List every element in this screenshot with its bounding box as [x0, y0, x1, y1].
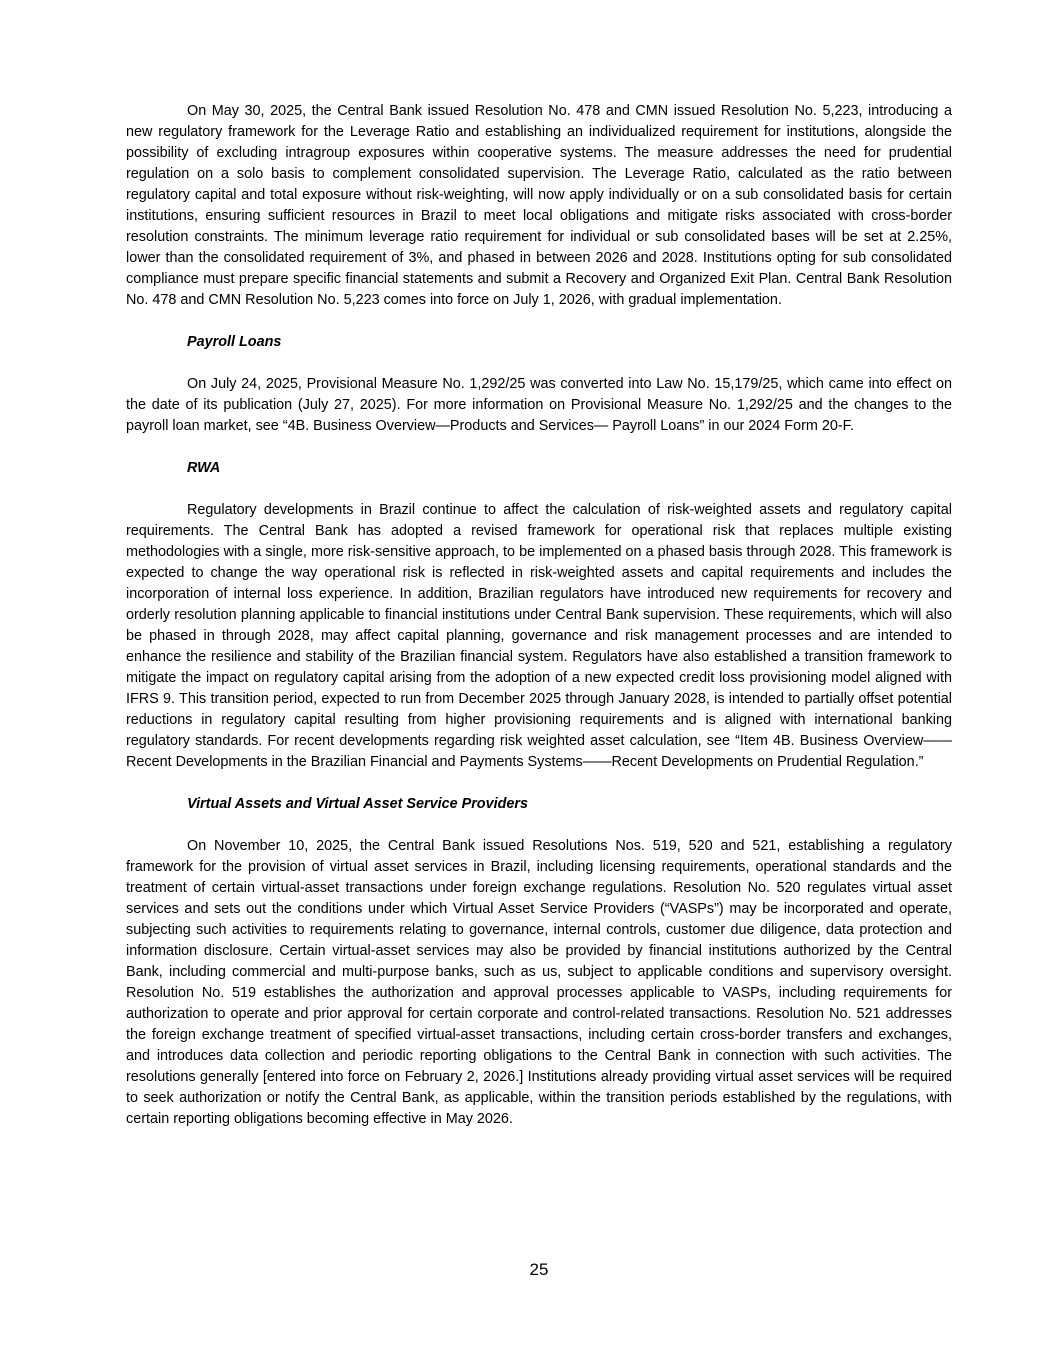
payroll-loans-paragraph: On July 24, 2025, Provisional Measure No. 1,292/25 was converted into Law No. 15,179/25, which came into effect on the date of its publication (July 27, 2025). For more information on Provisional Measure No. 1,292/25 and the changes to the payroll loan market, see “4B. Business Overview—Products and Services— Payroll Loans” in our 2024 Form 20-F.	[126, 376, 952, 434]
leverage-ratio-paragraph: On May 30, 2025, the Central Bank issued Resolution No. 478 and CMN issued Resolution No. 5,223, introducing a new regulatory framework for the Leverage Ratio and establishing an individualized requirement for institutions, alongside the possibility of excluding intragroup exposures within cooperative systems. The measure addresses the need for prudential regulation on a solo basis to complement consolidated supervision. The Leverage Ratio, calculated as the ratio between regulatory capital and total exposure without risk-weighting, will now apply individually or on a sub consolidated basis for certain institutions, ensuring sufficient resources in Brazil to meet local obligations and mitigate risks associated with cross-border resolution constraints. The minimum leverage ratio requirement for individual or sub consolidated bases will be set at 2.25%, lower than the consolidated requirement of 3%, and phased in between 2026 and 2028. Institutions opting for sub consolidated compliance must prepare specific financial statements and submit a Recovery and Organized Exit Plan. Central Bank Resolution No. 478 and CMN Resolution No. 5,223 comes into force on July 1, 2026, with gradual implementation.	[126, 103, 952, 308]
payroll-loans-heading: Payroll Loans	[187, 334, 282, 350]
rwa-heading: RWA	[187, 460, 221, 476]
rwa-paragraph: Regulatory developments in Brazil continue to affect the calculation of risk-weighted assets and regulatory capital requirements. The Central Bank has adopted a revised framework for operational risk that replaces multiple existing methodologies with a single, more risk-sensitive approach, to be implemented on a phased basis through 2028. This framework is expected to change the way operational risk is reflected in risk-weighted assets and capital requirements and includes the incorporation of internal loss experience. In addition, Brazilian regulators have introduced new requirements for recovery and orderly resolution planning applicable to financial institutions under Central Bank supervision. These requirements, which will also be phased in through 2028, may affect capital planning, governance and risk management processes and are intended to enhance the resilience and stability of the Brazilian financial system. Regulators have also established a transition framework to mitigate the impact on regulatory capital arising from the adoption of a new expected credit loss provisioning model aligned with IFRS 9. This transition period, expected to run from December 2025 through January 2028, is intended to partially offset potential reductions in regulatory capital resulting from higher provisioning requirements and is aligned with international banking regulatory standards. For recent developments regarding risk weighted asset calculation, see “Item 4B. Business Overview——Recent Developments in the Brazilian Financial and Payments Systems——Recent Developments on Prudential Regulation.”	[126, 502, 952, 770]
virtual-assets-heading: Virtual Assets and Virtual Asset Service Providers	[187, 796, 528, 812]
document-page	[126, 101, 952, 1151]
virtual-assets-paragraph: On November 10, 2025, the Central Bank issued Resolutions Nos. 519, 520 and 521, establishing a regulatory framework for the provision of virtual asset services in Brazil, including licensing requirements, operational standards and the treatment of certain virtual-asset transactions under foreign exchange regulations. Resolution No. 520 regulates virtual asset services and sets out the conditions under which Virtual Asset Service Providers (“VASPs”) may be incorporated and operate, subjecting such activities to requirements relating to governance, internal controls, customer due diligence, data protection and information disclosure. Certain virtual-asset services may also be provided by financial institutions authorized by the Central Bank, including commercial and multi-purpose banks, such as us, subject to applicable conditions and supervisory oversight. Resolution No. 519 establishes the authorization and approval processes applicable to VASPs, including requirements for authorization to operate and prior approval for certain corporate and control-related transactions. Resolution No. 521 addresses the foreign exchange treatment of specified virtual-asset transactions, including certain cross-border transfers and exchanges, and introduces data collection and periodic reporting obligations to the Central Bank in connection with such activities. The resolutions generally [entered into force on February 2, 2026.] Institutions already providing virtual asset services will be required to seek authorization or notify the Central Bank, as applicable, within the transition periods established by the regulations, with certain reporting obligations becoming effective in May 2026.	[126, 838, 952, 1127]
page-number: 25	[529, 1260, 549, 1279]
